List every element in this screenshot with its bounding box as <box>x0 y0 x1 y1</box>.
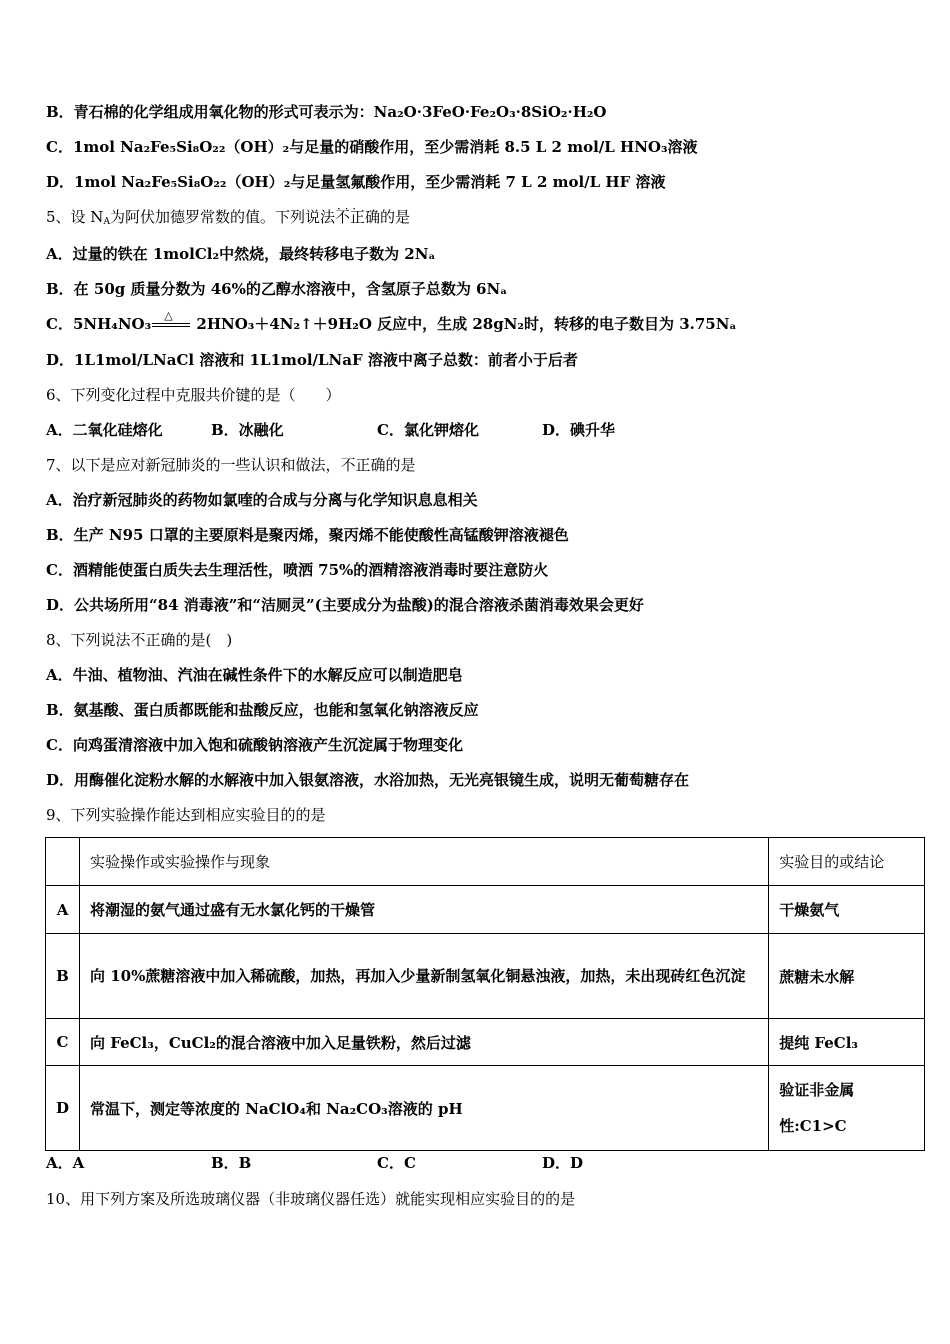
row-goal-cell: 干燥氨气 <box>769 886 925 934</box>
q6-option-a: A．二氧化硅熔化 <box>46 421 163 439</box>
table-row <box>46 934 925 1019</box>
q6-stem: 6、下列变化过程中克服共价键的是（ ） <box>46 386 341 404</box>
q7-option-d: D．公共场所用“84 消毒液”和“洁厕灵”(主要成分为盐酸)的混合溶液杀菌消毒效果会更好 <box>46 596 644 614</box>
row-operation-cell: 将潮湿的氨气通过盛有无水氯化钙的干燥管 <box>80 886 769 934</box>
q5-stem-emphasis: · · 不正确 <box>335 208 380 226</box>
header-key-cell <box>46 838 80 886</box>
q9-option-d: D．D <box>542 1154 584 1172</box>
q8-option-d: D．用酶催化淀粉水解的水解液中加入银氨溶液，水浴加热，无光亮银镜生成，说明无葡萄糖存在 <box>46 771 690 789</box>
q6-option-d: D．碘升华 <box>542 421 616 439</box>
q7-option-c: C．酒精能使蛋白质失去生理活性，喷洒 75%的酒精溶液消毒时要注意防火 <box>46 561 549 579</box>
row-operation-cell: 常温下，测定等浓度的 NaClO₄和 Na₂CO₃溶液的 pH <box>80 1066 769 1151</box>
row-key-cell: A <box>46 886 80 934</box>
q9-option-c: C．C <box>377 1154 416 1172</box>
q9-option-a: A．A <box>46 1154 85 1172</box>
q5-stem <box>46 206 926 228</box>
q10-stem: 10、用下列方案及所选玻璃仪器（非玻璃仪器任选）就能实现相应实验目的的是 <box>46 1190 576 1208</box>
heat-equals-sign <box>152 309 190 331</box>
row-key-cell: D <box>46 1066 80 1151</box>
header-operation-cell: 实验操作或实验操作与现象 <box>80 838 769 886</box>
row-operation-cell: 向 FeCl₃，CuCl₂的混合溶液中加入足量铁粉，然后过滤 <box>80 1019 769 1066</box>
q5-stem-pre: 5、设 N <box>46 208 104 226</box>
q5-option-c <box>46 309 926 335</box>
row-key-cell: C <box>46 1019 80 1066</box>
row-operation-cell: 向 10%蔗糖溶液中加入稀硫酸，加热，再加入少量新制氢氧化铜悬浊液，加热，未出现砖红色沉淀 <box>80 934 769 1019</box>
table-header-row <box>46 838 925 886</box>
q8-option-c: C．向鸡蛋清溶液中加入饱和硫酸钠溶液产生沉淀属于物理变化 <box>46 736 463 754</box>
table-row <box>46 1066 925 1151</box>
row-goal-cell: 验证非金属性:C1>C <box>769 1066 925 1151</box>
header-goal-cell: 实验目的或结论 <box>769 838 925 886</box>
q5-option-d: D．1L1mol/LNaCl 溶液和 1L1mol/LNaF 溶液中离子总数：前者小于后者 <box>46 351 578 369</box>
q9-table <box>45 837 925 1151</box>
q9-stem: 9、下列实验操作能达到相应实验目的的是 <box>46 806 326 824</box>
q4-option-b: B．青石棉的化学组成用氧化物的形式可表示为：Na₂O·3FeO·Fe₂O₃·8SiO₂·H₂O <box>46 103 607 121</box>
row-key-cell: B <box>46 934 80 1019</box>
q5-stem-sub: A <box>103 217 110 227</box>
q8-stem: 8、下列说法不正确的是( ) <box>46 631 233 649</box>
q6-option-c: C．氯化钾熔化 <box>377 421 479 439</box>
q4-option-c: C．1mol Na₂Fe₅Si₈O₂₂（OH）₂与足量的硝酸作用，至少需消耗 8.5 L 2 mol/L HNO₃溶液 <box>46 138 698 156</box>
q8-option-b: B．氨基酸、蛋白质都既能和盐酸反应，也能和氢氧化钠溶液反应 <box>46 701 479 719</box>
heat-triangle-icon: △ <box>164 309 173 322</box>
q5-stem-mid: 为阿伏加德罗常数的值。下列说法 <box>109 208 335 226</box>
q5-stem-post: 的是 <box>379 208 410 226</box>
q9-options <box>46 1152 926 1174</box>
q7-stem: 7、以下是应对新冠肺炎的一些认识和做法，不正确的是 <box>46 456 416 474</box>
table-row <box>46 1019 925 1066</box>
q5-option-c-post: 2HNO₃＋4N₂↑＋9H₂O 反应中，生成 28gN₂时，转移的电子数目为 3.75Nₐ <box>191 315 737 333</box>
q5-option-a: A．过量的铁在 1molCl₂中然烧，最终转移电子数为 2Nₐ <box>46 245 436 263</box>
row-goal-cell: 蔗糖未水解 <box>769 934 925 1019</box>
q9-option-b: B．B <box>211 1154 252 1172</box>
q5-option-c-pre: C．5NH₄NO₃ <box>46 315 152 333</box>
row-goal-cell: 提纯 FeCl₃ <box>769 1019 925 1066</box>
q6-option-b: B．冰融化 <box>211 421 284 439</box>
q4-option-d: D．1mol Na₂Fe₅Si₈O₂₂（OH）₂与足量氢氟酸作用，至少需消耗 7 L 2 mol/L HF 溶液 <box>46 173 666 191</box>
q7-option-b: B．生产 N95 口罩的主要原料是聚丙烯，聚丙烯不能使酸性高锰酸钾溶液褪色 <box>46 526 569 544</box>
table-row <box>46 886 925 934</box>
q8-option-a: A．牛油、植物油、汽油在碱性条件下的水解反应可以制造肥皂 <box>46 666 463 684</box>
q5-option-b: B．在 50g 质量分数为 46%的乙醇水溶液中，含氢原子总数为 6Nₐ <box>46 280 508 298</box>
q7-option-a: A．治疗新冠肺炎的药物如氯喹的合成与分离与化学知识息息相关 <box>46 491 478 509</box>
q6-options <box>46 419 926 441</box>
